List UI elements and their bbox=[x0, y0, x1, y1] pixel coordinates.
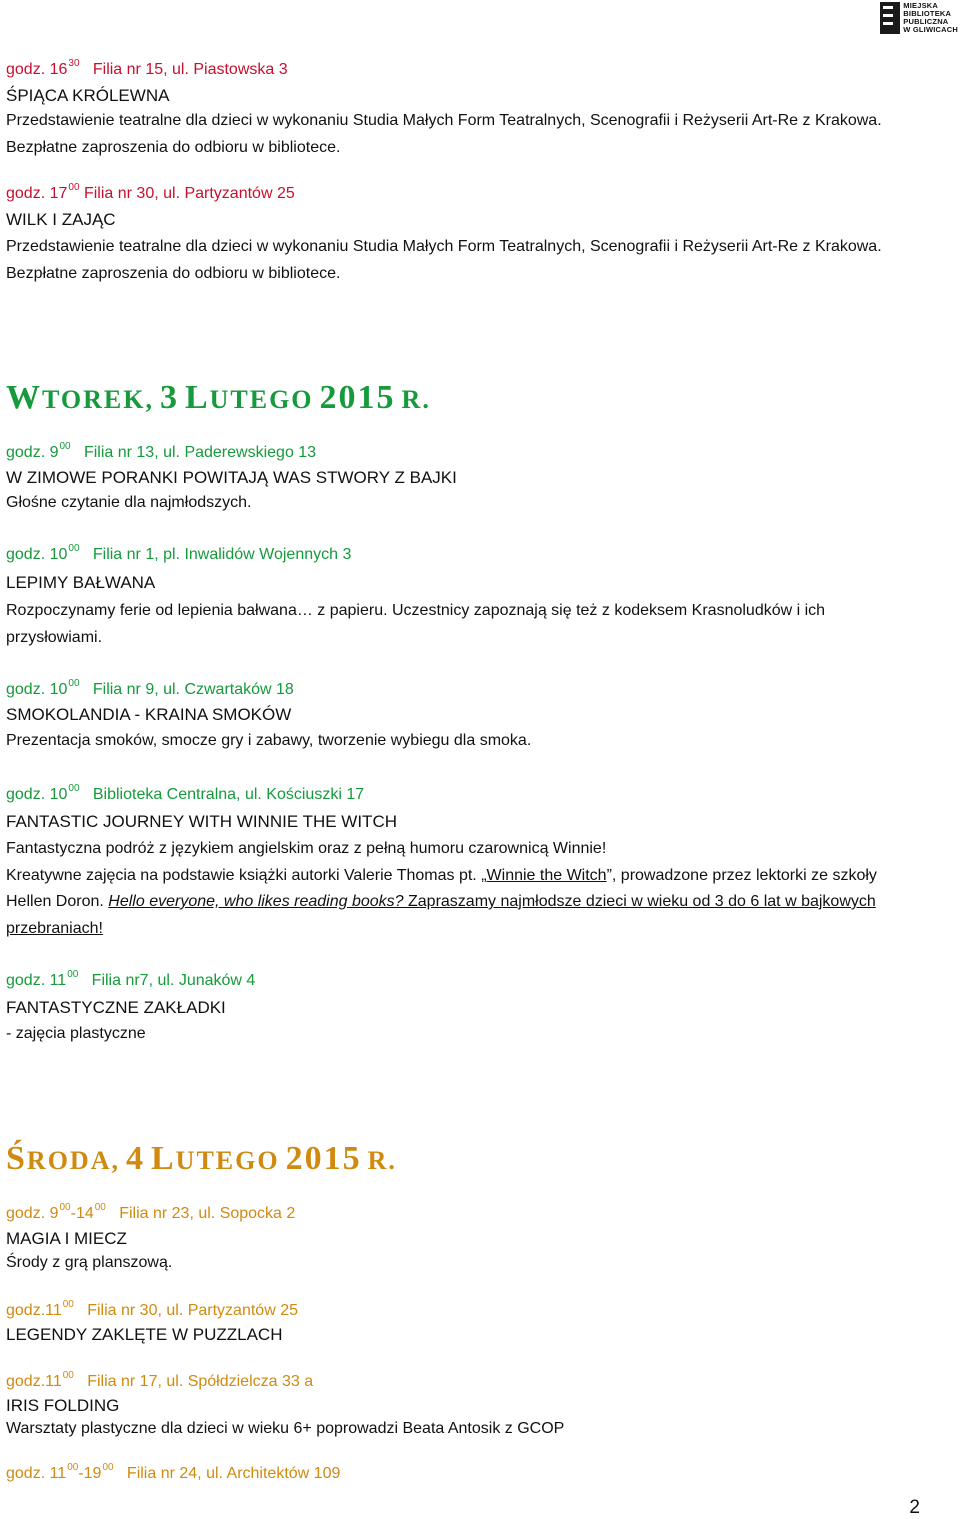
event-title: W ZIMOWE PORANKI POWITAJĄ WAS STWORY Z BAJKI bbox=[6, 468, 457, 487]
logo-mark-icon bbox=[880, 2, 900, 34]
event-description: Fantastyczna podróż z językiem angielskim oraz z pełną humoru czarownicą Winnie! Kreatywne zajęcia na podstawie książki autorki Valerie Thomas pt. „Winnie the Witch”, prowadzone przez lektorki ze szkoły Hellen Doron. Hello everyone, who likes reading books? Zapraszamy najmłodsze dzieci w wieku od 3 do 6 lat w bajkowych przebraniach! bbox=[6, 840, 877, 937]
event-description: Prezentacja smoków, smocze gry i zabawy, tworzenie wybiegu dla smoka. bbox=[6, 732, 532, 749]
event-time: godz. $9^{00}-14^{00}$ Filia nr 23, ul. Sopocka 2 bbox=[6, 1202, 296, 1222]
day-heading-wednesday: ŚRODA, 4 LUTEGO 2015 R. bbox=[6, 1140, 397, 1177]
event-time: godz. $17^{00}$ Filia nr 30, ul. Partyzantów 25 bbox=[6, 182, 295, 202]
event-title: IRIS FOLDING bbox=[6, 1396, 120, 1415]
logo-line: W GLIWICACH bbox=[903, 25, 958, 34]
event-time: godz. $9^{00}$ Filia nr 13, ul. Paderewskiego 13 bbox=[6, 441, 317, 461]
event-title: ŚPIĄCA KRÓLEWNA bbox=[6, 86, 170, 105]
event-title: SMOKOLANDIA - KRAINA SMOKÓW bbox=[6, 705, 292, 724]
event-description: Głośne czytanie dla najmłodszych. bbox=[6, 494, 252, 511]
library-logo bbox=[880, 2, 958, 34]
page-number: 2 bbox=[909, 1497, 920, 1518]
event-description: Warsztaty plastyczne dla dzieci w wieku 6+ poprowadzi Beata Antosik z GCOP bbox=[6, 1420, 565, 1437]
event-title: LEGENDY ZAKLĘTE W PUZZLACH bbox=[6, 1325, 283, 1344]
logo-line: MIEJSKA bbox=[903, 1, 939, 10]
event-time: godz. $10^{00}$ Filia nr 9, ul. Czwartaków 18 bbox=[6, 678, 294, 698]
event-time: $godz.11^{00}$ Filia nr 17, ul. Spółdzielcza 33 a bbox=[6, 1370, 314, 1390]
event-description: Przedstawienie teatralne dla dzieci w wykonaniu Studia Małych Form Teatralnych, Scenografii i Reżyserii Art-Re z Krakowa. Bezpłatne zaproszenia do odbioru w bibliotece. bbox=[6, 238, 882, 282]
event-time: godz. $11^{00}-19^{00}$ Filia nr 24, ul. Architektów 109 bbox=[6, 1462, 341, 1482]
event-title: FANTASTIC JOURNEY WITH WINNIE THE WITCH bbox=[6, 812, 397, 831]
event-title: MAGIA I MIECZ bbox=[6, 1229, 127, 1248]
event-title: LEPIMY BAŁWANA bbox=[6, 573, 156, 592]
event-time: godz. $16^{30}$ Filia nr 15, ul. Piastowska 3 bbox=[6, 58, 288, 78]
event-description: Przedstawienie teatralne dla dzieci w wykonaniu Studia Małych Form Teatralnych, Scenografii i Reżyserii Art-Re z Krakowa. Bezpłatne zaproszenia do odbioru w bibliotece. bbox=[6, 112, 882, 156]
day-heading-tuesday: WTOREK, 3 LUTEGO 2015 R. bbox=[6, 379, 431, 416]
event-time: godz. $10^{00}$ Filia nr 1, pl. Inwalidów Wojennych 3 bbox=[6, 543, 352, 563]
event-description: Rozpoczynamy ferie od lepienia bałwana… z papieru. Uczestnicy zapoznają się też z kodeksem Krasnoludków i ich przysłowiami. bbox=[6, 602, 826, 646]
logo-line: PUBLICZNA bbox=[903, 17, 949, 26]
event-time: godz. $10^{00}$ Biblioteka Centralna, ul. Kościuszki 17 bbox=[6, 783, 365, 803]
event-time: $godz.11^{00}$ Filia nr 30, ul. Partyzantów 25 bbox=[6, 1299, 298, 1319]
event-title: WILK I ZAJĄC bbox=[6, 210, 116, 229]
event-description: - zajęcia plastyczne bbox=[6, 1025, 146, 1042]
event-title: FANTASTYCZNE ZAKŁADKI bbox=[6, 998, 226, 1017]
event-time: godz. $11^{00}$ Filia nr7, ul. Junaków 4 bbox=[6, 969, 256, 989]
event-description: Środy z grą planszową. bbox=[6, 1254, 173, 1271]
logo-line: BIBLIOTEKA bbox=[903, 9, 952, 18]
